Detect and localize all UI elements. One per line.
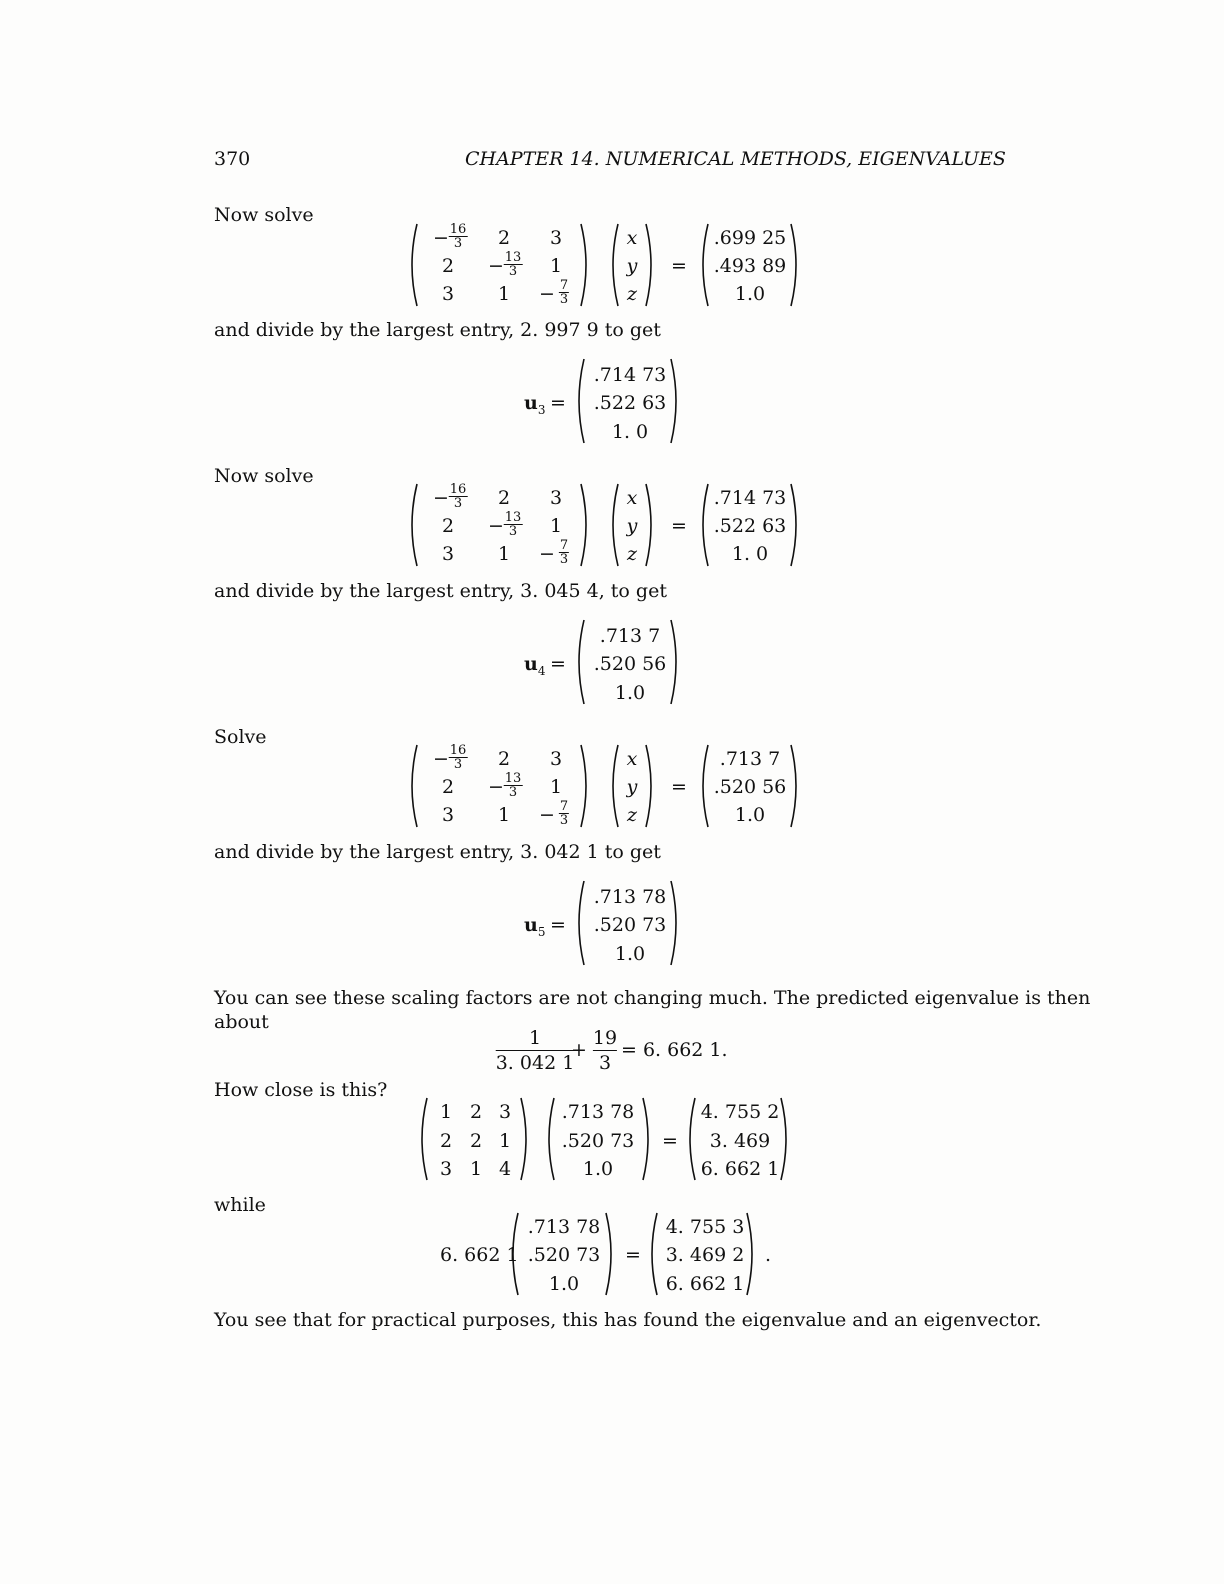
equals-sign: = (550, 653, 566, 675)
rhs-entry: 1.0 (734, 283, 766, 305)
vector-subscript: 3 (537, 402, 546, 417)
vector-label (524, 653, 545, 678)
equals-sign: = (671, 776, 687, 798)
left-paren (543, 1097, 557, 1181)
right-paren (603, 1212, 617, 1296)
fraction-16-3 (449, 223, 468, 250)
vector-label (524, 392, 545, 417)
matrix-cell: 1 (497, 543, 511, 565)
result-entry: 3. 469 2 (665, 1244, 745, 1266)
variable-x: x (626, 487, 638, 509)
vector-label (524, 914, 545, 939)
fraction-7-3 (559, 279, 569, 306)
matrix-cell: 2 (469, 1130, 483, 1152)
period: . (765, 1244, 772, 1266)
matrix-cell: 3 (549, 487, 563, 509)
frac-num: 7 (559, 799, 569, 814)
matrix-cell: 3 (549, 227, 563, 249)
right-paren (778, 1097, 792, 1181)
result-entry: 6. 662 1 (700, 1158, 780, 1180)
equals-sign: = (662, 1130, 678, 1152)
matrix-cell: 2 (469, 1101, 483, 1123)
fraction-16-3 (449, 744, 468, 771)
matrix-cell: 1 (498, 1130, 512, 1152)
equals-sign: = (671, 515, 687, 537)
vector-entry: .713 78 (561, 1101, 635, 1123)
frac-num: 13 (504, 771, 522, 786)
frac-num: 1 (528, 1027, 542, 1049)
minus-sign: − (539, 283, 555, 305)
text-now-solve-2: Now solve (214, 465, 314, 487)
matrix-cell: 2 (441, 255, 455, 277)
right-paren (788, 223, 802, 307)
right-paren (518, 1097, 532, 1181)
minus-sign: − (488, 515, 504, 537)
frac-den: 3 (508, 785, 518, 800)
matrix-cell: 3 (498, 1101, 512, 1123)
text-while: while (214, 1194, 266, 1216)
equals-sign: = (625, 1244, 641, 1266)
frac-num: 16 (449, 222, 467, 237)
vector-entry: 1.0 (614, 682, 646, 704)
left-paren (406, 483, 420, 567)
fraction-13-3 (504, 511, 523, 538)
fraction-16-3 (449, 483, 468, 510)
left-paren (573, 880, 587, 966)
variable-z: z (626, 804, 638, 826)
right-paren (578, 744, 592, 828)
left-paren (573, 619, 587, 705)
left-paren (684, 1097, 698, 1181)
vector-entry: .520 73 (561, 1130, 635, 1152)
matrix-cell: 1 (549, 255, 563, 277)
matrix-cell: 1 (497, 283, 511, 305)
left-paren (607, 744, 621, 828)
left-paren (406, 223, 420, 307)
right-paren (578, 223, 592, 307)
frac-num: 7 (559, 278, 569, 293)
matrix-cell: 1 (549, 776, 563, 798)
rhs-entry: .493 89 (713, 255, 787, 277)
variable-y: y (626, 515, 638, 537)
minus-sign: − (433, 748, 449, 770)
left-paren (607, 483, 621, 567)
equals-sign: = (550, 392, 566, 414)
vector-entry: 1.0 (548, 1273, 580, 1295)
vector-entry: .522 63 (593, 392, 667, 414)
fraction-7-3 (559, 800, 569, 827)
vector-entry: 1.0 (582, 1158, 614, 1180)
page-number: 370 (214, 148, 251, 170)
vector-entry: .714 73 (593, 364, 667, 386)
eigen-result: = 6. 662 1. (621, 1039, 728, 1061)
text-scaling-line1: You can see these scaling factors are not changing much. The predicted eigenvalue is then (214, 987, 1091, 1009)
vector-subscript: 4 (537, 663, 546, 678)
right-paren (643, 744, 657, 828)
left-paren (697, 483, 711, 567)
frac-den: 3 (508, 264, 518, 279)
left-paren (507, 1212, 521, 1296)
result-entry: 3. 469 (709, 1130, 771, 1152)
frac-num: 16 (449, 482, 467, 497)
rhs-entry: .520 56 (713, 776, 787, 798)
running-title: CHAPTER 14. NUMERICAL METHODS, EIGENVALUES (465, 148, 1006, 170)
matrix-cell: 1 (439, 1101, 453, 1123)
right-paren (643, 483, 657, 567)
matrix-cell: 2 (441, 515, 455, 537)
frac-num: 13 (504, 250, 522, 265)
result-entry: 4. 755 2 (700, 1101, 780, 1123)
equals-sign: = (550, 914, 566, 936)
minus-sign: − (488, 255, 504, 277)
equals-sign: = (671, 255, 687, 277)
vector-symbol: u (524, 653, 538, 675)
matrix-cell: 1 (497, 804, 511, 826)
minus-sign: − (539, 543, 555, 565)
matrix-cell: 3 (441, 804, 455, 826)
variable-x: x (626, 227, 638, 249)
right-paren (668, 880, 682, 966)
result-entry: 4. 755 3 (665, 1216, 745, 1238)
fraction-7-3 (559, 539, 569, 566)
matrix-cell: 2 (439, 1130, 453, 1152)
frac-num: 7 (559, 538, 569, 553)
matrix-cell: 2 (497, 748, 511, 770)
right-paren (643, 223, 657, 307)
vector-entry: .713 78 (527, 1216, 601, 1238)
vector-symbol: u (524, 914, 538, 936)
frac-num: 19 (592, 1027, 618, 1049)
matrix-cell: 3 (441, 543, 455, 565)
text-divide-2: and divide by the largest entry, 3. 045 4, to get (214, 580, 667, 602)
text-solve-3: Solve (214, 726, 267, 748)
variable-y: y (626, 255, 638, 277)
matrix-cell: 2 (441, 776, 455, 798)
frac-num: 16 (449, 743, 467, 758)
right-paren (788, 744, 802, 828)
matrix-cell: 1 (469, 1158, 483, 1180)
scalar-value: 6. 662 1 (440, 1244, 519, 1266)
frac-den: 3 (559, 292, 569, 307)
right-paren (640, 1097, 654, 1181)
vector-entry: .520 73 (527, 1244, 601, 1266)
matrix-cell: 1 (549, 515, 563, 537)
left-paren (697, 744, 711, 828)
frac-den: 3 (598, 1052, 612, 1074)
text-how-close: How close is this? (214, 1079, 388, 1101)
fraction-13-3 (504, 251, 523, 278)
frac-one-over-scale (496, 1026, 575, 1075)
left-paren (697, 223, 711, 307)
minus-sign: − (433, 227, 449, 249)
vector-entry: .520 73 (593, 914, 667, 936)
variable-x: x (626, 748, 638, 770)
minus-sign: − (539, 804, 555, 826)
text-now-solve-1: Now solve (214, 204, 314, 226)
frac-den: 3. 042 1 (495, 1052, 575, 1074)
frac-den: 3 (453, 496, 463, 511)
frac-den: 3 (508, 524, 518, 539)
plus-sign: + (571, 1039, 587, 1061)
matrix-cell: 3 (441, 283, 455, 305)
rhs-entry: .713 7 (719, 748, 781, 770)
variable-z: z (626, 543, 638, 565)
right-paren (578, 483, 592, 567)
vector-entry: 1.0 (614, 943, 646, 965)
minus-sign: − (488, 776, 504, 798)
matrix-cell: 3 (549, 748, 563, 770)
matrix-cell: 4 (498, 1158, 512, 1180)
frac-den: 3 (453, 236, 463, 251)
text-divide-1: and divide by the largest entry, 2. 997 9 to get (214, 319, 661, 341)
text-scaling-line2: about (214, 1011, 269, 1033)
left-paren (646, 1212, 660, 1296)
vector-entry: .520 56 (593, 653, 667, 675)
fraction-13-3 (504, 772, 523, 799)
frac-den: 3 (559, 813, 569, 828)
minus-sign: − (433, 487, 449, 509)
rhs-entry: .699 25 (713, 227, 787, 249)
right-paren (744, 1212, 758, 1296)
text-conclusion: You see that for practical purposes, this has found the eigenvalue and an eigenvector. (214, 1309, 1042, 1331)
left-paren (416, 1097, 430, 1181)
rhs-entry: 1. 0 (731, 543, 769, 565)
matrix-cell: 3 (439, 1158, 453, 1180)
rhs-entry: .522 63 (713, 515, 787, 537)
vector-entry: .713 78 (593, 886, 667, 908)
rhs-entry: .714 73 (713, 487, 787, 509)
vector-subscript: 5 (537, 924, 546, 939)
right-paren (668, 358, 682, 444)
right-paren (788, 483, 802, 567)
result-entry: 6. 662 1 (665, 1273, 745, 1295)
left-paren (573, 358, 587, 444)
matrix-cell: 2 (497, 227, 511, 249)
frac-den: 3 (453, 757, 463, 772)
frac-num: 13 (504, 510, 522, 525)
variable-y: y (626, 776, 638, 798)
left-paren (406, 744, 420, 828)
right-paren (668, 619, 682, 705)
rhs-entry: 1.0 (734, 804, 766, 826)
frac-den: 3 (559, 552, 569, 567)
vector-entry: 1. 0 (611, 421, 649, 443)
variable-z: z (626, 283, 638, 305)
frac-nineteen-thirds (593, 1026, 617, 1075)
left-paren (607, 223, 621, 307)
vector-symbol: u (524, 392, 538, 414)
text-divide-3: and divide by the largest entry, 3. 042 1 to get (214, 841, 661, 863)
matrix-cell: 2 (497, 487, 511, 509)
vector-entry: .713 7 (599, 625, 661, 647)
